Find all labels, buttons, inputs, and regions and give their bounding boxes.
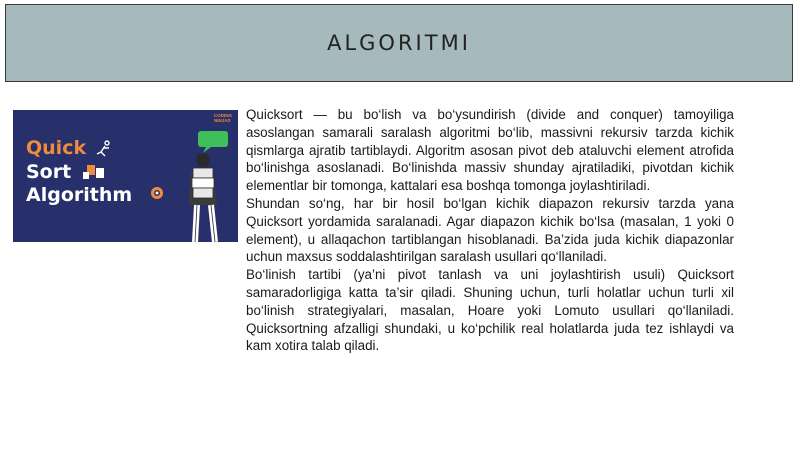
speech-bubble-icon bbox=[198, 131, 228, 153]
title-banner bbox=[5, 4, 793, 82]
body-text bbox=[246, 106, 734, 355]
runner-icon bbox=[97, 141, 109, 156]
gear-icon bbox=[151, 187, 163, 199]
paragraph: Quicksort — bu bo‘lish va bo‘ysundirish (divide and conquer) tamoyiliga asoslangan samarali saralash algoritmi bo‘lib, massivni rekursiv tarzda kichik qismlarga ajratib tartiblaydi. Algoritm asosan pivot deb ataluvchi element atrofida bo‘linishga asoslanadi. Bo‘linishda massiv shunday ajratiladiki, pivotdan kichik elementlar bir tomonga, kattalari esa boshqa tomonga joylashtiriladi. bbox=[246, 107, 734, 194]
paragraph: Shundan so‘ng, har bir hosil bo‘lgan kichik diapazon rekursiv tarzda yana Quicksort yordamida saralanadi. Agar diapazon kichik bo‘lsa (masalan, 1 yoki 0 element), u allaqachon tartiblangan hisoblanadi. Ba’zida juda kichik diapazonlar uchun maxsus soddalashtirilgan saralash usullari qo‘llaniladi. bbox=[246, 195, 734, 265]
thumb-word-sort: Sort bbox=[26, 161, 72, 183]
thumb-word-quick: Quick bbox=[26, 137, 87, 159]
cards-icon bbox=[83, 165, 104, 179]
quicksort-thumbnail-image bbox=[13, 110, 238, 242]
thumb-illustration bbox=[13, 110, 238, 242]
paragraph: Bo‘linish tartibi (ya’ni pivot tanlash va uni joylashtirish usuli) Quicksort samaradorligiga katta ta’sir qiladi. Shuning uchun, turli holatlar uchun turli xil bo‘linish strategiyalari, masalan, Hoare yoki Lomuto usullari qo‘llaniladi. Quicksortning afzalligi shundaki, u ko‘pchilik real holatlarda juda tez ishlaydi va kam xotira talab qiladi. bbox=[246, 267, 734, 354]
person-carrying-boxes-icon bbox=[189, 153, 217, 242]
thumb-word-algorithm: Algorithm bbox=[26, 184, 133, 206]
brand-line-2: NINJAS bbox=[214, 118, 231, 123]
slide-title: ALGORITMI bbox=[327, 31, 471, 55]
brand-line-1: CODING bbox=[214, 113, 232, 118]
